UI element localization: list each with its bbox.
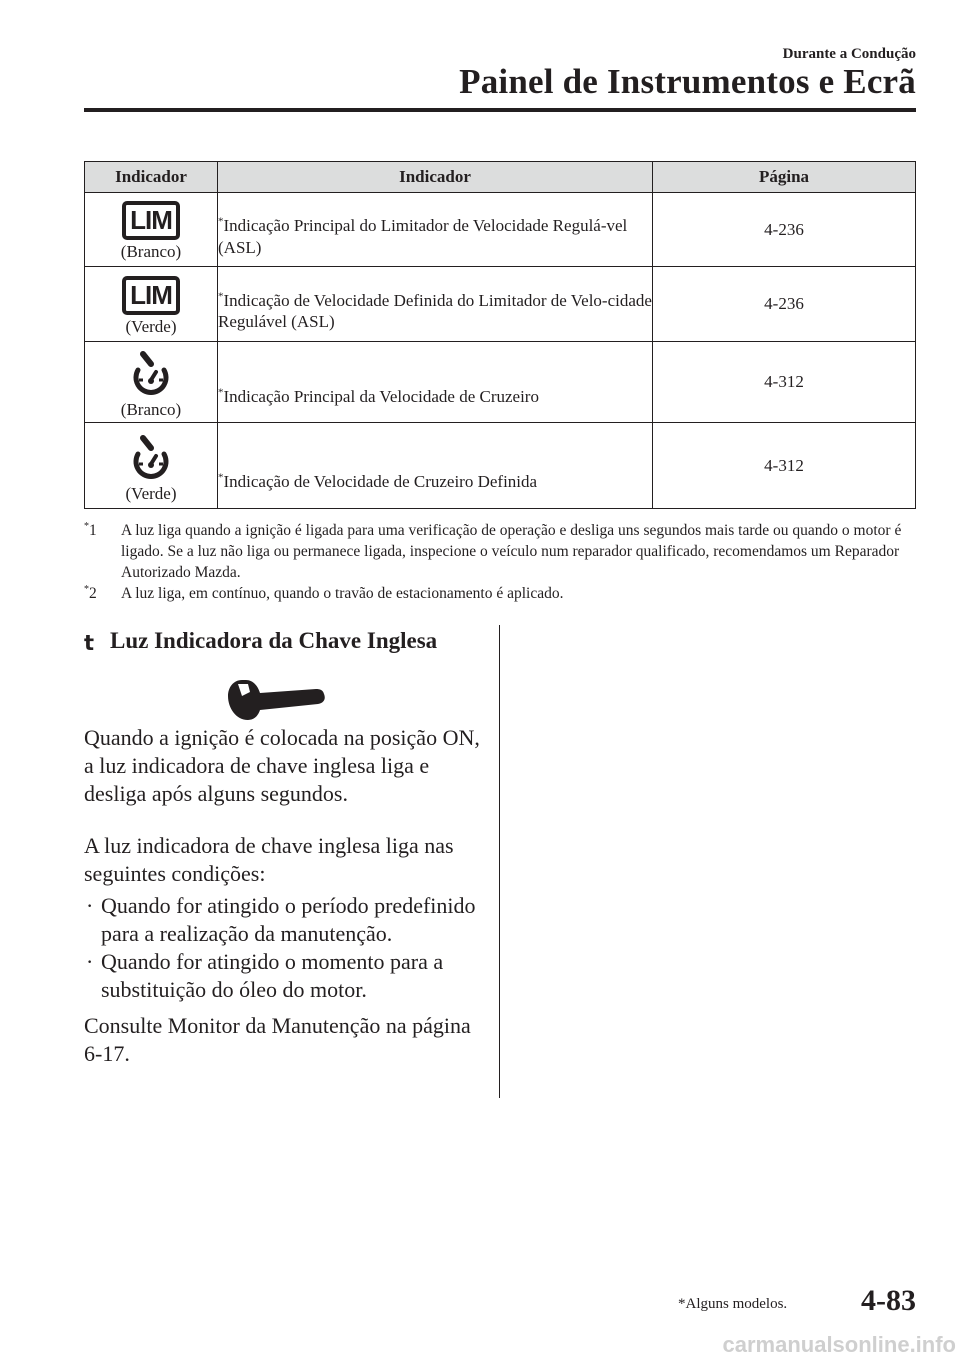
bullet-dot: · (86, 893, 94, 918)
description-text: Indicação de Velocidade Definida do Limitador de Velo-cidade Regulável (ASL) (218, 290, 652, 331)
list-item (84, 892, 484, 948)
footnote-text: A luz liga, em contínuo, quando o travão de estacionamento é aplicado. (121, 585, 564, 602)
cruise-control-icon (129, 434, 173, 482)
list-item-text: Quando for atingido o período predefinido para a realização da manutenção. (101, 893, 476, 946)
color-label: (Verde) (125, 483, 177, 503)
page-title: Painel de Instrumentos e Ecrã (459, 62, 916, 101)
column-header: Indicador (218, 162, 653, 193)
table-row (85, 267, 916, 342)
footnote (84, 583, 916, 604)
wrench-icon (228, 676, 326, 724)
icon-cell (85, 342, 218, 423)
section-title: Luz Indicadora da Chave Inglesa (110, 628, 438, 653)
page-ref: 4-236 (653, 267, 916, 342)
column-header: Indicador (85, 162, 218, 193)
footnote-number: 1 (89, 522, 97, 539)
icon-cell (85, 423, 218, 509)
asterisk: * (218, 386, 224, 399)
paragraph: Quando a ignição é colocada na posição ON, a luz indicadora de chave inglesa liga e desliga após alguns segundos. (84, 725, 480, 806)
table-header-row (85, 162, 916, 193)
paragraph: A luz indicadora de chave inglesa liga nas seguintes condições: (84, 833, 454, 886)
footnotes (84, 520, 916, 604)
description-text: Indicação de Velocidade de Cruzeiro Definida (223, 471, 538, 491)
color-label: (Branco) (120, 400, 182, 419)
description-cell (218, 342, 653, 423)
list-item (84, 948, 484, 1004)
section-header: Durante a Condução (782, 46, 916, 62)
footnote-text: A luz liga quando a ignição é ligada para uma verificação de operação e desliga uns segundos mais tarde ou quando o motor é ligado. Se a luz não liga ou permanece ligada, inspecione o veículo num reparador qualificado, recomendamos um Reparador Autorizado Mazda. (121, 522, 902, 581)
description-text: Indicação Principal da Velocidade de Cruzeiro (223, 387, 539, 407)
section-marker: t (84, 631, 95, 655)
header-rule (84, 108, 916, 112)
icon-cell (85, 193, 218, 267)
indicator-table (84, 161, 916, 509)
bullet-dot: · (86, 949, 94, 974)
description-text: Indicação Principal do Limitador de Velocidade Regulá-vel (ASL) (218, 216, 628, 257)
lim-icon: LIM (122, 201, 180, 240)
table-row (85, 342, 916, 423)
description-cell (218, 423, 653, 509)
bullet-list (84, 892, 484, 1004)
footnote (84, 520, 916, 583)
page-ref: 4-312 (653, 423, 916, 509)
asterisk: * (218, 215, 224, 228)
lim-icon: LIM (122, 276, 180, 315)
asterisk: * (218, 471, 224, 484)
watermark: carmanualsonline.info (722, 1332, 956, 1357)
paragraph: Consulte Monitor da Manutenção na página 6-17. (84, 1013, 471, 1066)
table-row (85, 193, 916, 267)
color-label: (Branco) (120, 242, 182, 261)
icon-cell (85, 267, 218, 342)
table-row (85, 423, 916, 509)
column-divider (499, 625, 500, 1098)
list-item-text: Quando for atingido o momento para a substituição do óleo do motor. (101, 949, 444, 1002)
asterisk: * (84, 520, 89, 532)
page-ref: 4-236 (653, 193, 916, 267)
cruise-control-icon (129, 350, 173, 398)
column-header: Página (653, 162, 916, 193)
color-label: (Verde) (125, 316, 177, 336)
page-ref: 4-312 (653, 342, 916, 423)
asterisk: * (84, 583, 89, 595)
page-number: 4-83 (861, 1284, 916, 1317)
asterisk: * (218, 290, 224, 303)
description-cell (218, 193, 653, 267)
footer-note: *Alguns modelos. (678, 1296, 788, 1312)
description-cell (218, 267, 653, 342)
footnote-number: 2 (89, 585, 97, 602)
section-body (84, 724, 484, 1068)
